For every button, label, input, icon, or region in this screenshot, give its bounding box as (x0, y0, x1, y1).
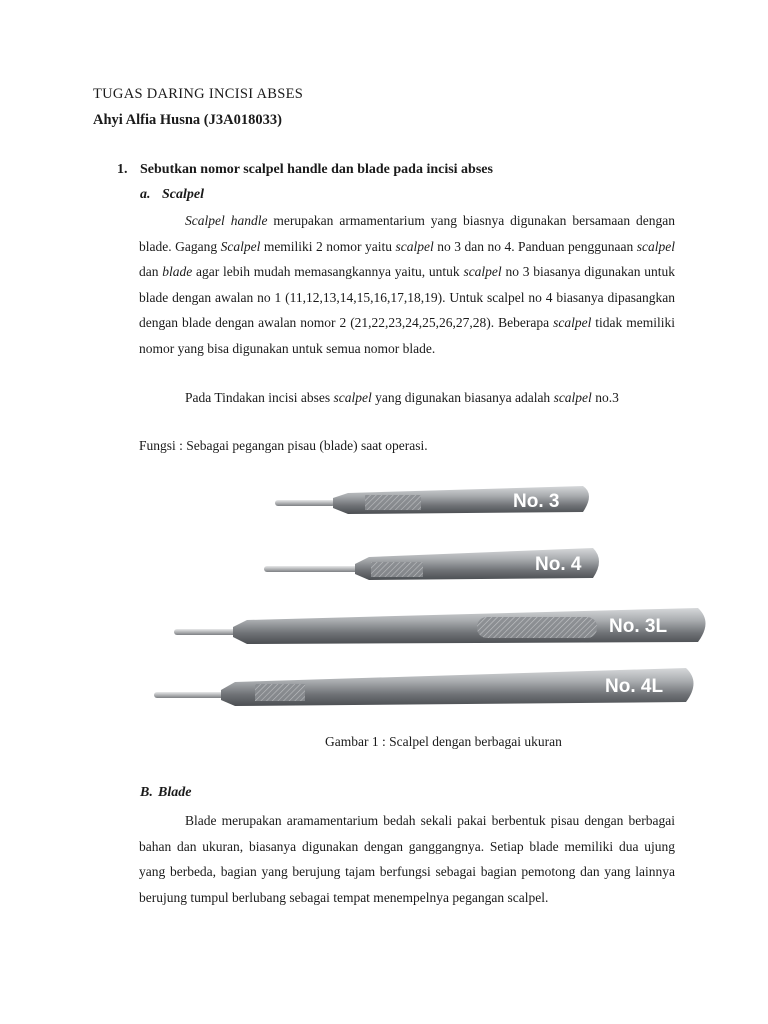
label-no4l: No. 4L (605, 676, 664, 697)
section-b-paragraph: Blade merupakan aramamentarium bedah sekali pakai berbentuk pisau dengan berbagai bahan dan ukuran, biasanya digunakan dengan ganggangnya. Setiap blade memiliki dua ujung yang berbeda, bagian yang berujung tajam berfungsi sebagai bagian pemotong dan yang lainnya berujung tumpul berlubang sebagai tempat menempelnya pegangan scalpel. (139, 813, 675, 905)
section-b-title: Blade (158, 785, 192, 800)
scalpel-handle-no3 (275, 486, 589, 514)
question-text: Sebutkan nomor scalpel handle dan blade pada incisi abses (140, 162, 493, 177)
section-a-title: Scalpel (162, 187, 204, 202)
figure-caption: Gambar 1 : Scalpel dengan berbagai ukuran (325, 734, 562, 749)
author-line: Ahyi Alfia Husna (J3A018033) (93, 112, 282, 128)
scalpel-handle-no4 (264, 548, 599, 580)
scalpel-handle-no3l (174, 608, 706, 644)
section-a-heading (140, 187, 204, 203)
section-a-label: a. (140, 187, 151, 202)
label-no3l: No. 3L (609, 616, 668, 637)
fungsi-line: Fungsi : Sebagai pegangan pisau (blade) saat operasi. (139, 438, 428, 453)
section-a-paragraph-2: Pada Tindakan incisi abses scalpel yang digunakan biasanya adalah scalpel no.3 (185, 390, 619, 405)
question-number: 1. (117, 162, 128, 177)
scalpel-handle-no4l (154, 668, 694, 706)
section-b-label: B. (140, 785, 153, 800)
section-a-paragraph-1: Scalpel handle merupakan armamentarium yang biasnya digunakan bersamaan dengan blade. Gagang Scalpel memiliki 2 nomor yaitu scalpel no 3 dan no 4. Panduan penggunaan scalpel dan blade agar lebih mudah memasangkannya yaitu, untuk scalpel no 3 biasanya digunakan untuk blade dengan awalan no 1 (11,12,13,14,15,16,17,18,19). Untuk scalpel no 4 biasanya dipasangkan dengan blade dengan awalan nomor 2 (21,22,23,24,25,26,27,28). Beberapa scalpel tidak memiliki nomor yang bisa digunakan untuk semua nomor blade. (139, 213, 676, 356)
label-no3: No. 3 (513, 491, 560, 512)
document-title: TUGAS DARING INCISI ABSES (93, 86, 304, 102)
label-no4: No. 4 (535, 554, 582, 575)
scalpel-handles-figure (143, 462, 719, 724)
section-b-heading (140, 785, 191, 801)
